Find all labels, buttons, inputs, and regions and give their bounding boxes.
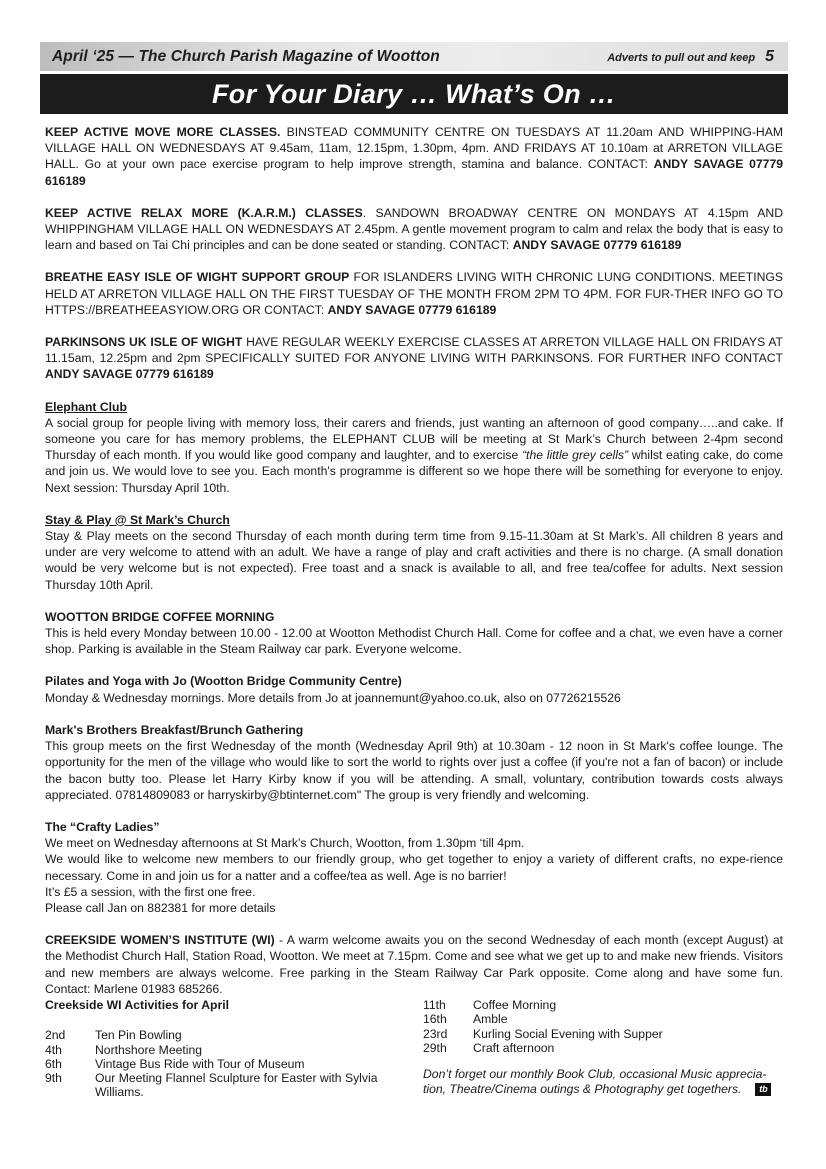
entry-elephant-club [45, 399, 783, 496]
entry-contact: ANDY SAVAGE 07779 616189 [45, 157, 784, 188]
entry-body: This is held every Monday between 10.00 - 12.00 at Wootton Methodist Church Hall. Come for coffee and a chat, we even have a corner shop. Parking is available in the Steam Railway car park. Everyone welcome. [45, 626, 783, 657]
wi-title: Creekside WI Activities for April [45, 998, 229, 1012]
entry-stay-play [45, 512, 783, 593]
wi-day: 2nd [45, 1028, 66, 1043]
entry-lead: CREEKSIDE WOMEN’S INSTITUTE (WI) [45, 933, 275, 948]
wi-activities [45, 998, 785, 1100]
entry-keep-active [45, 124, 783, 189]
entry-brothers [45, 722, 783, 803]
wi-row [423, 1012, 785, 1026]
wi-row [423, 998, 785, 1012]
wi-activity: Vintage Bus Ride with Tour of Museum [95, 1056, 305, 1071]
entry-body: Stay & Play meets on the second Thursday of each month during term time from 9.15-11.30am at St Mark’s. All children 8 years and under are very welcome to attend with an adult. We have a range of play and craft activities and there is no charge. (A small donation would be very welcome but is not expected). Free toast and a snack is available to all, and free tea/coffee for adults. Next session Thursday 10th April. [45, 529, 783, 592]
entry-body: This group meets on the first Wednesday of the month (Wednesday April 9th) at 10.30am - 12 noon in St Mark's coffee lounge. The opportunity for the men of the village who would like to sort the world to rights over just a coffee (if you're not a fan of bacon) or include the bacon butty too. Please let Harry Kirby know if you will be attending. A small, voluntary, contribution towards costs always appreciated. 07814809083 or harryskirby@btinternet.com" The group is very friendly and welcoming. [45, 739, 783, 802]
wi-day: 16th [423, 1012, 447, 1027]
wi-activity: Northshore Meeting [95, 1042, 203, 1057]
wi-activity: Ten Pin Bowling [95, 1028, 182, 1043]
wi-day: 9th [45, 1071, 62, 1086]
entry-body: whilst eating cake, do come and join us. We would love to see you. Each month's programme is different so we hope there will be something for everyone to enjoy. Next session: Thursday April 10th. [45, 448, 783, 495]
entry-heading: The “Crafty Ladies” [45, 819, 160, 834]
entry-line: It’s £5 a session, with the first one free. [45, 884, 256, 899]
wi-row [45, 1043, 423, 1057]
entry-lead: KEEP ACTIVE MOVE MORE CLASSES. [45, 125, 281, 139]
adverts-note: Adverts to pull out and keep [607, 51, 756, 64]
entry-body: BINSTEAD COMMUNITY CENTRE ON TUESDAYS AT 11.20am AND WHIPPING-HAM VILLAGE HALL ON WEDNESDAYS AT 9.45am, 11am, 12.15pm, 1.30pm, 4pm. AND FRIDAYS AT 10.10am at ARRETON VILLAGE HALL. Go at your own pace exercise program to help improve strength, stamina and balance. CONTACT: [45, 125, 784, 172]
wi-row [423, 1041, 785, 1055]
wi-row [45, 1071, 423, 1100]
wi-column-left [45, 998, 423, 1100]
wi-day: 11th [423, 998, 446, 1012]
page-number: 5 [765, 47, 774, 65]
wi-day: 29th [423, 1040, 447, 1055]
entry-line: We meet on Wednesday afternoons at St Mark’s Church, Wootton, from 1.30pm ‘till 4pm. [45, 836, 525, 851]
wi-column-right [423, 998, 785, 1100]
wi-row [423, 1027, 785, 1041]
entry-line: We would like to welcome new members to our friendly group, who get together to enjoy a variety of different crafts, no expe-rience necessary. Come in and join us for a natter and a coffee/tea as well. Age is no barrier! [45, 852, 783, 883]
wi-activity: Craft afternoon [473, 1040, 555, 1055]
entry-creekside [45, 932, 783, 997]
entry-parkinsons [45, 334, 783, 383]
entry-body: A social group for people living with memory loss, their carers and friends, just wanting an afternoon of good company…..and cake. If someone you care for has memory problems, the ELEPHANT CLUB will be meeting at St Mark’s Church between 2-4pm second Thursday of each month. If you would like good company and laughter, and to exercise [45, 415, 783, 463]
entry-coffee-morning [45, 609, 783, 658]
entry-contact: ANDY SAVAGE 07779 616189 [512, 238, 682, 253]
entry-karm [45, 205, 783, 254]
entry-body: Monday & Wednesday mornings. More details from Jo at joannemunt@yahoo.co.uk, also on 07726215526 [45, 690, 621, 705]
entry-body: HAVE REGULAR WEEKLY EXERCISE CLASSES AT ARRETON VILLAGE HALL ON FRIDAYS AT 11.15am, 12.25pm and 2pm SPECIFICALLY SUITED FOR ANYONE LIVING WITH PARKINSONS. FOR FURTHER INFO CONTACT [45, 335, 783, 366]
wi-note-text: Don’t forget our monthly Book Club, occasional Music apprecia-tion, Theatre/Cinema outings & Photography get togethers. [423, 1067, 767, 1097]
entry-heading: Pilates and Yoga with Jo (Wootton Bridge Community Centre) [45, 674, 402, 689]
wi-day: 6th [45, 1056, 62, 1071]
entry-body: FOR ISLANDERS LIVING WITH CHRONIC LUNG CONDITIONS. MEETINGS HELD AT ARRETON VILLAGE HALL ON THE FIRST TUESDAY OF THE MONTH FROM 2PM TO 4PM. FOR FUR-THER INFO GO TO HTTPS://BREATHEEASYIOW.ORG OR CONTACT: [45, 270, 783, 317]
entry-lead: BREATHE EASY ISLE OF WIGHT SUPPORT GROUP [45, 270, 350, 285]
entry-crafty-ladies [45, 819, 783, 916]
magazine-title: April ‘25 — The Church Parish Magazine of Wootton [52, 47, 440, 65]
wi-row [45, 1028, 423, 1042]
entry-lead: KEEP ACTIVE RELAX MORE (K.A.R.M.) CLASSES [45, 205, 363, 220]
entry-heading: Mark's Brothers Breakfast/Brunch Gathering [45, 722, 304, 737]
wi-activity: Kurling Social Evening with Supper [473, 1026, 663, 1041]
entry-line: Please call Jan on 882381 for more details [45, 900, 276, 915]
wi-activity: Coffee Morning [473, 998, 557, 1012]
entry-lead: PARKINSONS UK ISLE OF WIGHT [45, 335, 243, 350]
entry-breathe-easy [45, 269, 783, 318]
entry-body: . SANDOWN BROADWAY CENTRE ON MONDAYS AT 4.15pm AND WHIPPINGHAM VILLAGE HALL ON WEDNESDAYS AT 2.45pm. A gentle movement program to calm and relax the body that is easy to learn and based on Tai Chi principles and can be done seated or standing. CONTACT: [45, 205, 783, 253]
page-header [40, 42, 788, 71]
page-title: For Your Diary … What’s On … [40, 74, 788, 114]
entry-heading: Stay & Play @ St Mark’s Church [45, 512, 230, 527]
entry-contact: ANDY SAVAGE 07779 616189 [327, 302, 497, 317]
entry-contact: ANDY SAVAGE 07779 616189 [45, 367, 214, 382]
entry-quote: “the little grey cells” [522, 448, 629, 463]
wi-row [45, 1057, 423, 1071]
tb-logo-icon: tb [755, 1083, 771, 1096]
entry-heading: Elephant Club [45, 399, 127, 414]
wi-day: 23rd [423, 1026, 448, 1041]
entry-pilates [45, 673, 783, 705]
wi-activity: Amble [473, 1012, 508, 1027]
header-right [607, 48, 774, 66]
wi-note [423, 1067, 785, 1097]
diary-content [45, 124, 783, 1013]
wi-day: 4th [45, 1042, 62, 1057]
wi-activity: Our Meeting Flannel Sculpture for Easter with Sylvia Williams. [95, 1071, 378, 1100]
entry-body: - A warm welcome awaits you on the second Wednesday of each month (except August) at the Methodist Church Hall, Station Road, Wootton. We meet at 7.15pm. Come and see what we get up to and make new friends. Visitors and new members are always welcome. Free parking in the Steam Railway Car Park opposite. Come along and have some fun. Contact: Marlene 01983 685266. [45, 933, 783, 996]
entry-heading: WOOTTON BRIDGE COFFEE MORNING [45, 609, 275, 624]
